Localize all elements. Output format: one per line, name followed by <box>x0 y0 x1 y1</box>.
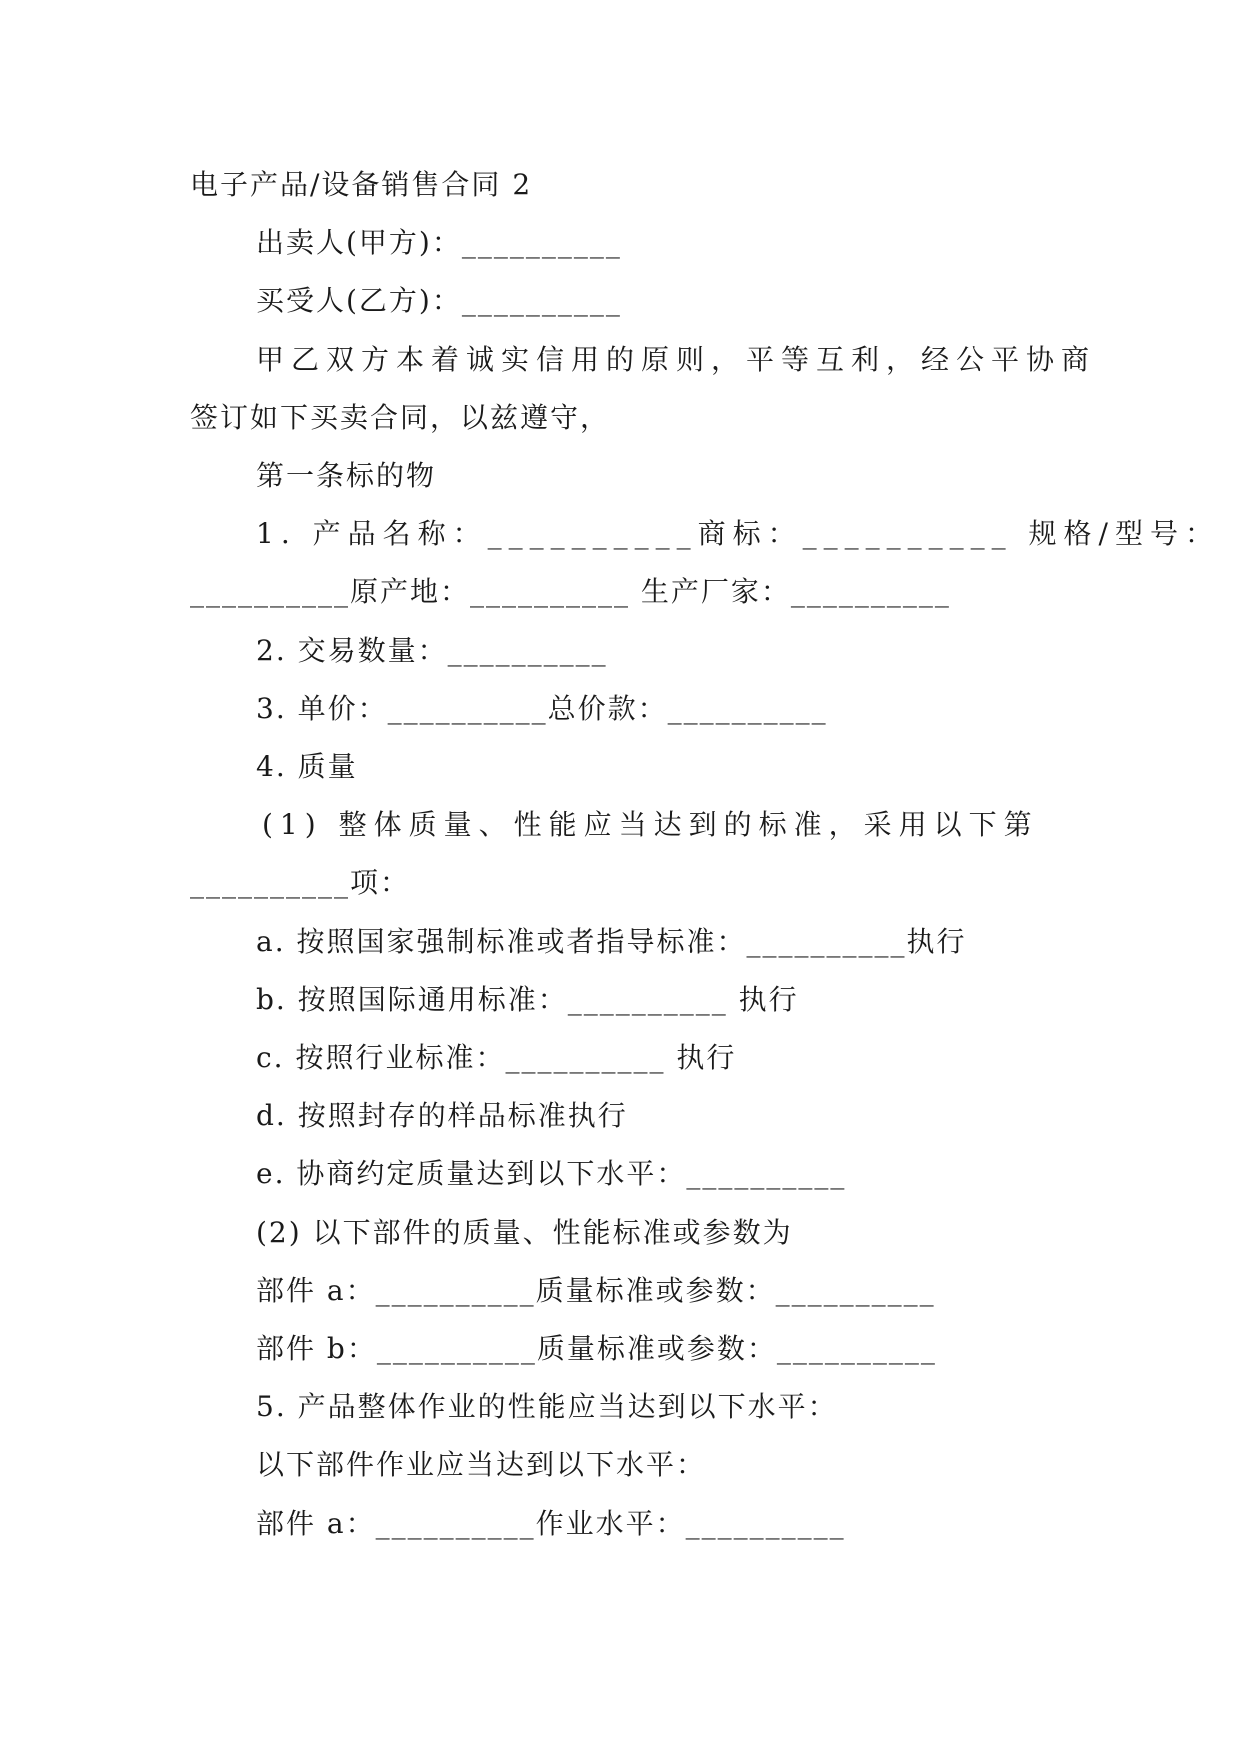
quantity-line: 2. 交易数量：__________ <box>256 634 608 667</box>
parts-standard-heading: (2) 以下部件的质量、性能标准或参数为 <box>256 1216 793 1249</box>
quality-standard-line-1: (1) 整体质量、性能应当达到的标准，采用以下第 <box>262 808 1039 841</box>
option-e: e. 协商约定质量达到以下水平：__________ <box>256 1157 847 1190</box>
part-a-quality-line: 部件 a：__________质量标准或参数：__________ <box>256 1274 936 1307</box>
document-title: 电子产品/设备销售合同 2 <box>190 168 533 201</box>
origin-manufacturer-line: __________原产地：__________ 生产厂家：__________ <box>190 575 951 608</box>
preamble-line-1: 甲乙双方本着诚实信用的原则，平等互利，经公平协商 <box>256 343 1097 376</box>
option-b: b. 按照国际通用标准：__________ 执行 <box>256 983 799 1016</box>
quality-heading: 4. 质量 <box>256 750 358 783</box>
buyer-line: 买受人(乙方)：__________ <box>256 284 622 317</box>
option-a: a. 按照国家强制标准或者指导标准：__________执行 <box>256 925 967 958</box>
option-d: d. 按照封存的样品标准执行 <box>256 1099 628 1132</box>
option-c: c. 按照行业标准：__________ 执行 <box>256 1041 737 1074</box>
quality-standard-line-2: __________项： <box>190 866 411 899</box>
preamble-line-2: 签订如下买卖合同，以兹遵守， <box>190 401 611 434</box>
parts-performance-heading: 以下部件作业应当达到以下水平： <box>256 1448 707 1481</box>
seller-line: 出卖人(甲方)：__________ <box>256 226 622 259</box>
price-line: 3. 单价：__________总价款：__________ <box>256 692 828 725</box>
article-1-heading: 第一条标的物 <box>256 459 437 492</box>
performance-heading: 5. 产品整体作业的性能应当达到以下水平： <box>256 1390 838 1423</box>
product-name-line: 1. 产品名称：__________商标：__________ 规格/型号： <box>256 517 1220 550</box>
part-b-quality-line: 部件 b：__________质量标准或参数：__________ <box>256 1332 937 1365</box>
part-a-performance-line: 部件 a：__________作业水平：__________ <box>256 1507 846 1540</box>
